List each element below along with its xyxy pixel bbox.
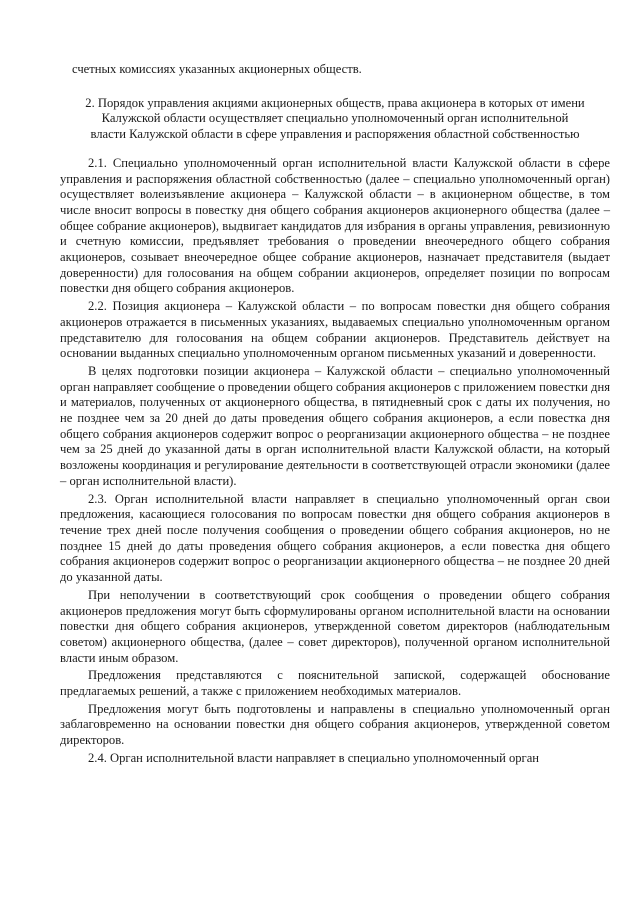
paragraph-position-preparation: В целях подготовки позиции акционера – Калужской области – специально уполномоченный орган направляет сообщение о проведении общего собрания акционеров с приложением повестки дня и материалов, полученных от акционерного общества, в пятидневный срок с даты их получения, но не позднее чем за 20 дней до даты проведения общего собрания акционеров, а если повестка дня общего собрания акционеров содержит вопрос о реорганизации акционерного общества – не позднее чем за 25 дней до указанной даты в орган исполнительной власти Калужской области, на который возложены координация и регулирование деятельности в соответствующей отрасли экономики (далее – орган исполнительной власти). [60, 363, 610, 488]
paragraph-proposals-note: Предложения представляются с пояснительной запиской, содержащей обоснование предлагаемых решений, а также с приложением необходимых материалов. [60, 668, 610, 699]
paragraph-2-1: 2.1. Специально уполномоченный орган исполнительной власти Калужской области в сфере управления и распоряжения областной собственностью (далее – специально уполномоченный орган) осуществляет волеизъявление акционера – Калужской области – в акционерном обществе, в том числе вносит вопросы в повестку дня общего собрания акционеров акционерного общества (далее – общее собрание акционеров), выдвигает кандидатов для избрания в органы управления, ревизионную и счетную комиссии, предъявляет требования о проведении внеочередного общего собрания акционеров, созывает внеочередное общее собрание акционеров, назначает представителя (выдает доверенности) для голосования на общем собрании акционеров, определяет позиции по вопросам повестки дня общего собрания акционеров. [60, 155, 610, 296]
paragraph-2-4: 2.4. Орган исполнительной власти направляет в специально уполномоченный орган [88, 750, 540, 765]
paragraph-2-2: 2.2. Позиция акционера – Калужской области – по вопросам повестки дня общего собрания акционеров отражается в письменных указаниях, выдаваемых специально уполномоченным органом представителю для голосования на общем собрании акционеров. Представитель действует на основании выданных специально уполномоченным органом письменных указаний и доверенности. [60, 299, 610, 361]
paragraph-2-3: 2.3. Орган исполнительной власти направляет в специально уполномоченный орган свои предложения, касающиеся голосования по вопросам повестки дня общего собрания акционеров в течение трех дней после получения сообщения о проведении общего собрания акционеров, но не позднее 15 дней до даты проведения общего собрания акционеров, а если повестка дня общего собрания акционеров содержит вопрос о реорганизации акционерного общества – не позднее 20 дней до указанной даты. [60, 491, 610, 585]
continuation-line: счетных комиссиях указанных акционерных обществ. [72, 62, 362, 76]
section-heading: 2. Порядок управления акциями акционерных обществ, права акционера в которых от имени Калужской области осуществляет специально уполномоченный орган исполнительной власти Калужской области в сфере управления и распоряжения областной собственностью [85, 95, 585, 142]
paragraph-no-notice: При неполучении в соответствующий срок сообщения о проведении общего собрания акционеров предложения могут быть сформулированы органом исполнительной власти на основании повестки дня общего собрания акционеров, утвержденной советом директоров (наблюдательным советом) акционерного общества, (далее – совет директоров), полученной органом исполнительной власти иным образом. [60, 587, 610, 665]
paragraph-proposals-advance: Предложения могут быть подготовлены и направлены в специально уполномоченный орган заблаговременно на основании повестки дня общего собрания акционеров, утвержденной советом директоров. [60, 701, 610, 748]
